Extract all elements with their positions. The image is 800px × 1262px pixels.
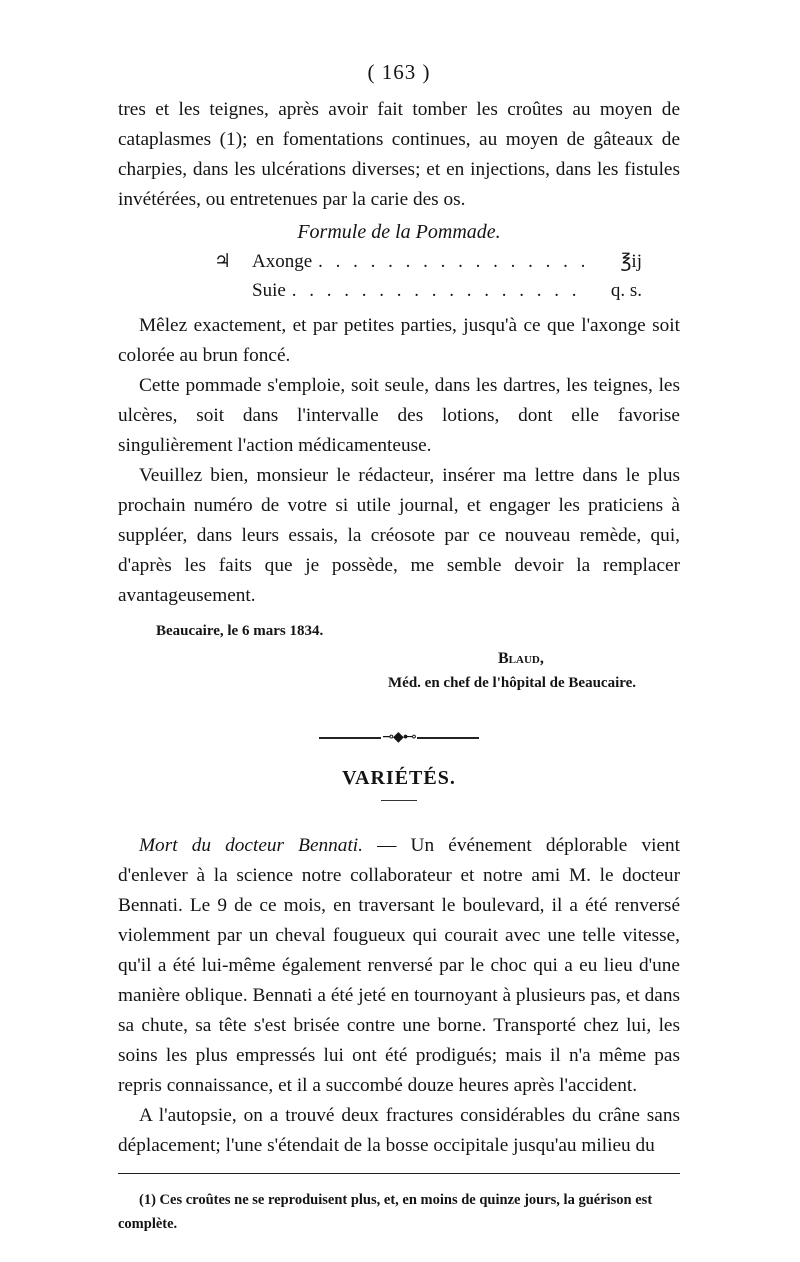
paragraph-request: Veuillez bien, monsieur le rédacteur, insérer ma lettre dans le plus prochain numéro de votre si utile journal, et engager les praticiens à suppléer, dans leurs essais, la créosote par ce nouveau remède, qui, d'après les faits que je possède, me semble devoir la remplacer avantageusement. (118, 465, 680, 606)
signature-name: Blaud, (498, 650, 544, 667)
section-rule (381, 800, 417, 801)
section-ornament (118, 731, 680, 745)
paragraph-bennati (118, 831, 680, 1101)
footnote: (1) Ces croûtes ne se reproduisent plus, et, en moins de quinze jours, la guérison est complète. (118, 1192, 653, 1232)
jupiter-recipe-symbol: ♃ (214, 251, 232, 272)
signature-title: Méd. en chef de l'hôpital de Beaucaire. (388, 675, 637, 691)
leader-dots: . . . . . . . . . . . . . . . . . (291, 280, 581, 301)
ornament-line-right (417, 737, 479, 739)
footnote-rule (118, 1173, 680, 1174)
formula-title: Formule de la Pommade. (297, 221, 501, 243)
paragraph-treatment: tres et les teignes, après avoir fait tomber les croûtes au moyen de cataplasmes (1); en fomentations continues, au moyen de gâteaux de charpies, dans les ulcérations diverses; et en injections, dans les fistules invétérées, ou entretenues par la carie des os. (118, 99, 680, 210)
ingredient-quantity: q. s. (610, 280, 642, 301)
ornament-glyph: ⊸◆⊷ (382, 730, 416, 745)
paragraph-autopsy: A l'autopsie, on a trouvé deux fractures considérables du crâne sans déplacement; l'une s'étendait de la bosse occipitale jusqu'au milieu du (118, 1105, 680, 1156)
paragraph-usage: Cette pommade s'emploie, soit seule, dans les dartres, les teignes, les ulcères, soit dans l'intervalle des lotions, dont elle favorise singulièrement l'action médicamenteuse. (118, 375, 680, 456)
ingredient-quantity: ℥ij (620, 251, 642, 272)
formula-recipe (214, 247, 642, 305)
formula-row-suie (214, 276, 642, 305)
article-text: — Un événement déplorable vient d'enlever à la science notre collaborateur et notre ami M. le docteur Bennati. Le 9 de ce mois, en traversant le boulevard, il a été renversé violemment par un cheval fougueux qui courait avec une telle vitesse, qu'il a été lui-même également renversé par le choc qui a eu lieu d'une manière oblique. Bennati a été jeté en tournoyant à plusieurs pas, et dans sa chute, sa tête s'est brisée contre une borne. Transporté chez lui, les soins les plus empressés lui ont été prodigués; mais il n'a même pas repris connaissance, et il a succombé douze heures après l'accident. (118, 835, 680, 1096)
article-lead-title: Mort du docteur Bennati. (139, 835, 363, 856)
book-page (118, 60, 680, 1236)
place-date: Beaucaire, le 6 mars 1834. (156, 623, 324, 639)
section-title: VARIÉTÉS. (342, 767, 456, 789)
ingredient-name: Axonge (252, 251, 313, 272)
leader-dots: . . . . . . . . . . . . . . . . (318, 251, 590, 272)
paragraph-mix: Mêlez exactement, et par petites parties, jusqu'à ce que l'axonge soit colorée au brun foncé. (118, 315, 680, 366)
ornament-line-left (319, 737, 381, 739)
formula-row-axonge (214, 247, 642, 276)
ingredient-name: Suie (252, 280, 286, 301)
page-number: ( 163 ) (367, 60, 431, 84)
